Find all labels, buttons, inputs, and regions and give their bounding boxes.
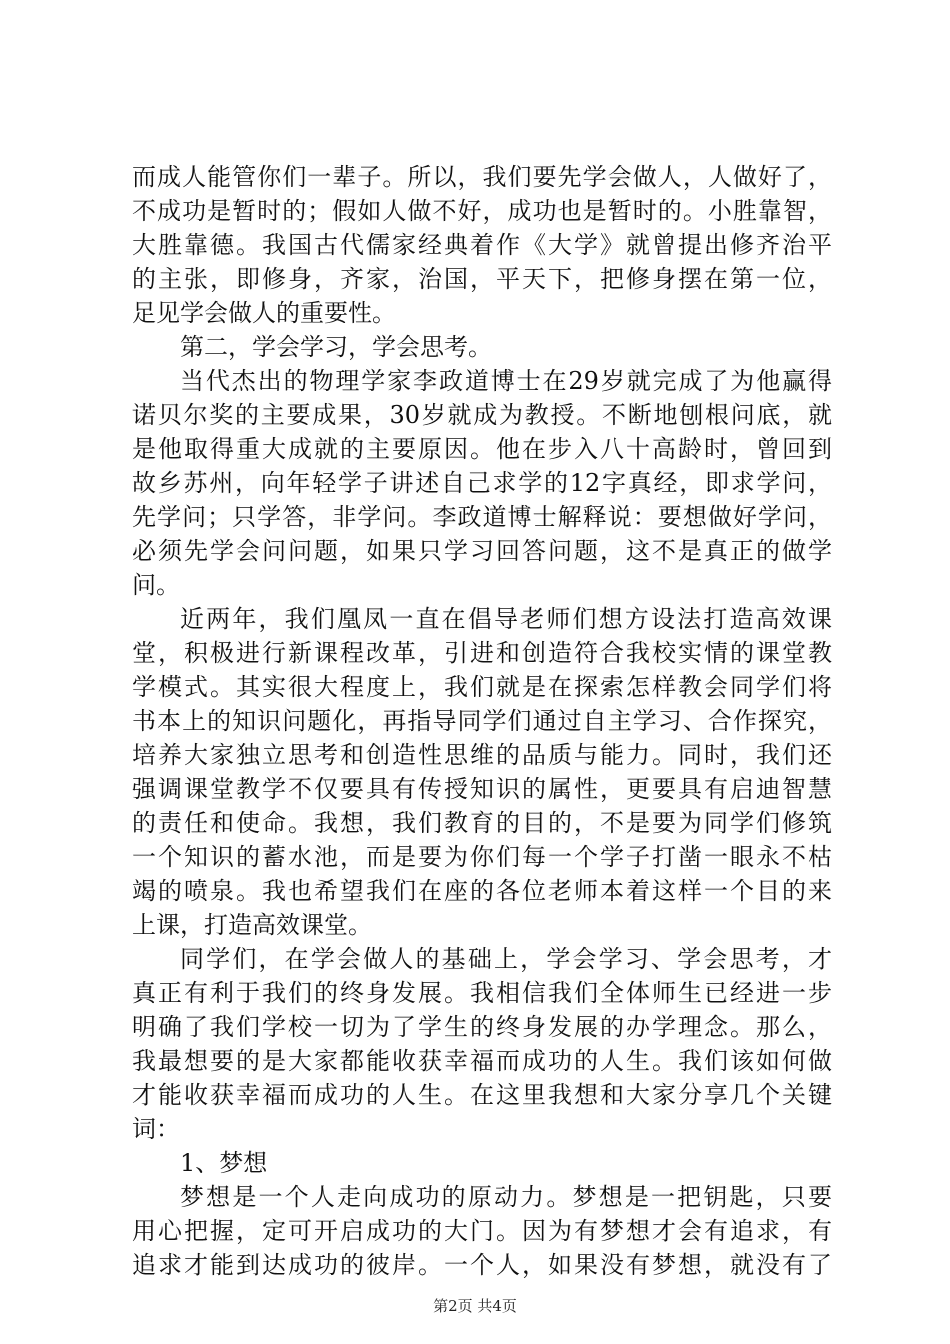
text-line: 我最想要的是大家都能收获幸福而成功的人生。我们该如何做 xyxy=(132,1047,832,1075)
text-line: 真正有利于我们的终身发展。我相信我们全体师生已经进一步 xyxy=(132,979,832,1007)
text-line: 足见学会做人的重要性。 xyxy=(132,299,396,327)
text-line: 用心把握，定可开启成功的大门。因为有梦想才会有追求，有 xyxy=(132,1217,832,1245)
text-line: 强调课堂教学不仅要具有传授知识的属性，更要具有启迪智慧 xyxy=(132,775,832,803)
text-line: 堂，积极进行新课程改革，引进和创造符合我校实情的课堂教 xyxy=(132,639,832,667)
text-line: 而成人能管你们一辈子。所以，我们要先学会做人，人做好了， xyxy=(132,163,832,191)
text-line: 竭的喷泉。我也希望我们在座的各位老师本着这样一个目的来 xyxy=(132,877,832,905)
page-footer xyxy=(0,1296,950,1316)
text-line: 的责任和使命。我想，我们教育的目的，不是要为同学们修筑 xyxy=(132,809,832,837)
text-line: 诺贝尔奖的主要成果，30岁就成为教授。不断地刨根问底，就 xyxy=(132,401,832,429)
text-line: 明确了我们学校一切为了学生的终身发展的办学理念。那么， xyxy=(132,1013,832,1041)
text-line: 是他取得重大成就的主要原因。他在步入八十高龄时，曾回到 xyxy=(132,435,832,463)
text-line: 必须先学会问问题，如果只学习回答问题，这不是真正的做学 xyxy=(132,537,832,565)
text-line: 1、梦想 xyxy=(180,1149,268,1177)
text-line: 第二，学会学习，学会思考。 xyxy=(180,333,492,361)
text-line: 一个知识的蓄水池，而是要为你们每一个学子打凿一眼永不枯 xyxy=(132,843,832,871)
text-line: 先学问；只学答，非学问。李政道博士解释说：要想做好学问， xyxy=(132,503,832,531)
text-line: 当代杰出的物理学家李政道博士在29岁就完成了为他赢得 xyxy=(180,367,832,395)
text-line: 同学们，在学会做人的基础上，学会学习、学会思考，才 xyxy=(180,945,832,973)
text-line: 上课，打造高效课堂。 xyxy=(132,911,372,939)
text-line: 近两年，我们凰凤一直在倡导老师们想方设法打造高效课 xyxy=(180,605,832,633)
text-line: 追求才能到达成功的彼岸。一个人，如果没有梦想，就没有了 xyxy=(132,1251,832,1279)
text-line: 大胜靠德。我国古代儒家经典着作《大学》就曾提出修齐治平 xyxy=(132,231,832,259)
text-line: 不成功是暂时的；假如人做不好，成功也是暂时的。小胜靠智， xyxy=(132,197,832,225)
document-body xyxy=(132,160,832,1282)
text-line: 故乡苏州，向年轻学子讲述自己求学的12字真经，即求学问， xyxy=(132,469,832,497)
page-number-label: 第2页 共4页 xyxy=(433,1297,517,1315)
text-line: 的主张，即修身，齐家，治国，平天下，把修身摆在第一位， xyxy=(132,265,832,293)
text-line: 梦想是一个人走向成功的原动力。梦想是一把钥匙，只要 xyxy=(180,1183,832,1211)
text-line: 学模式。其实很大程度上，我们就是在探索怎样教会同学们将 xyxy=(132,673,832,701)
text-line: 问。 xyxy=(132,571,180,599)
text-line: 才能收获幸福而成功的人生。在这里我想和大家分享几个关键 xyxy=(132,1081,832,1109)
text-line: 书本上的知识问题化，再指导同学们通过自主学习、合作探究， xyxy=(132,707,832,735)
text-line: 培养大家独立思考和创造性思维的品质与能力。同时，我们还 xyxy=(132,741,832,769)
text-line: 词： xyxy=(132,1115,180,1143)
